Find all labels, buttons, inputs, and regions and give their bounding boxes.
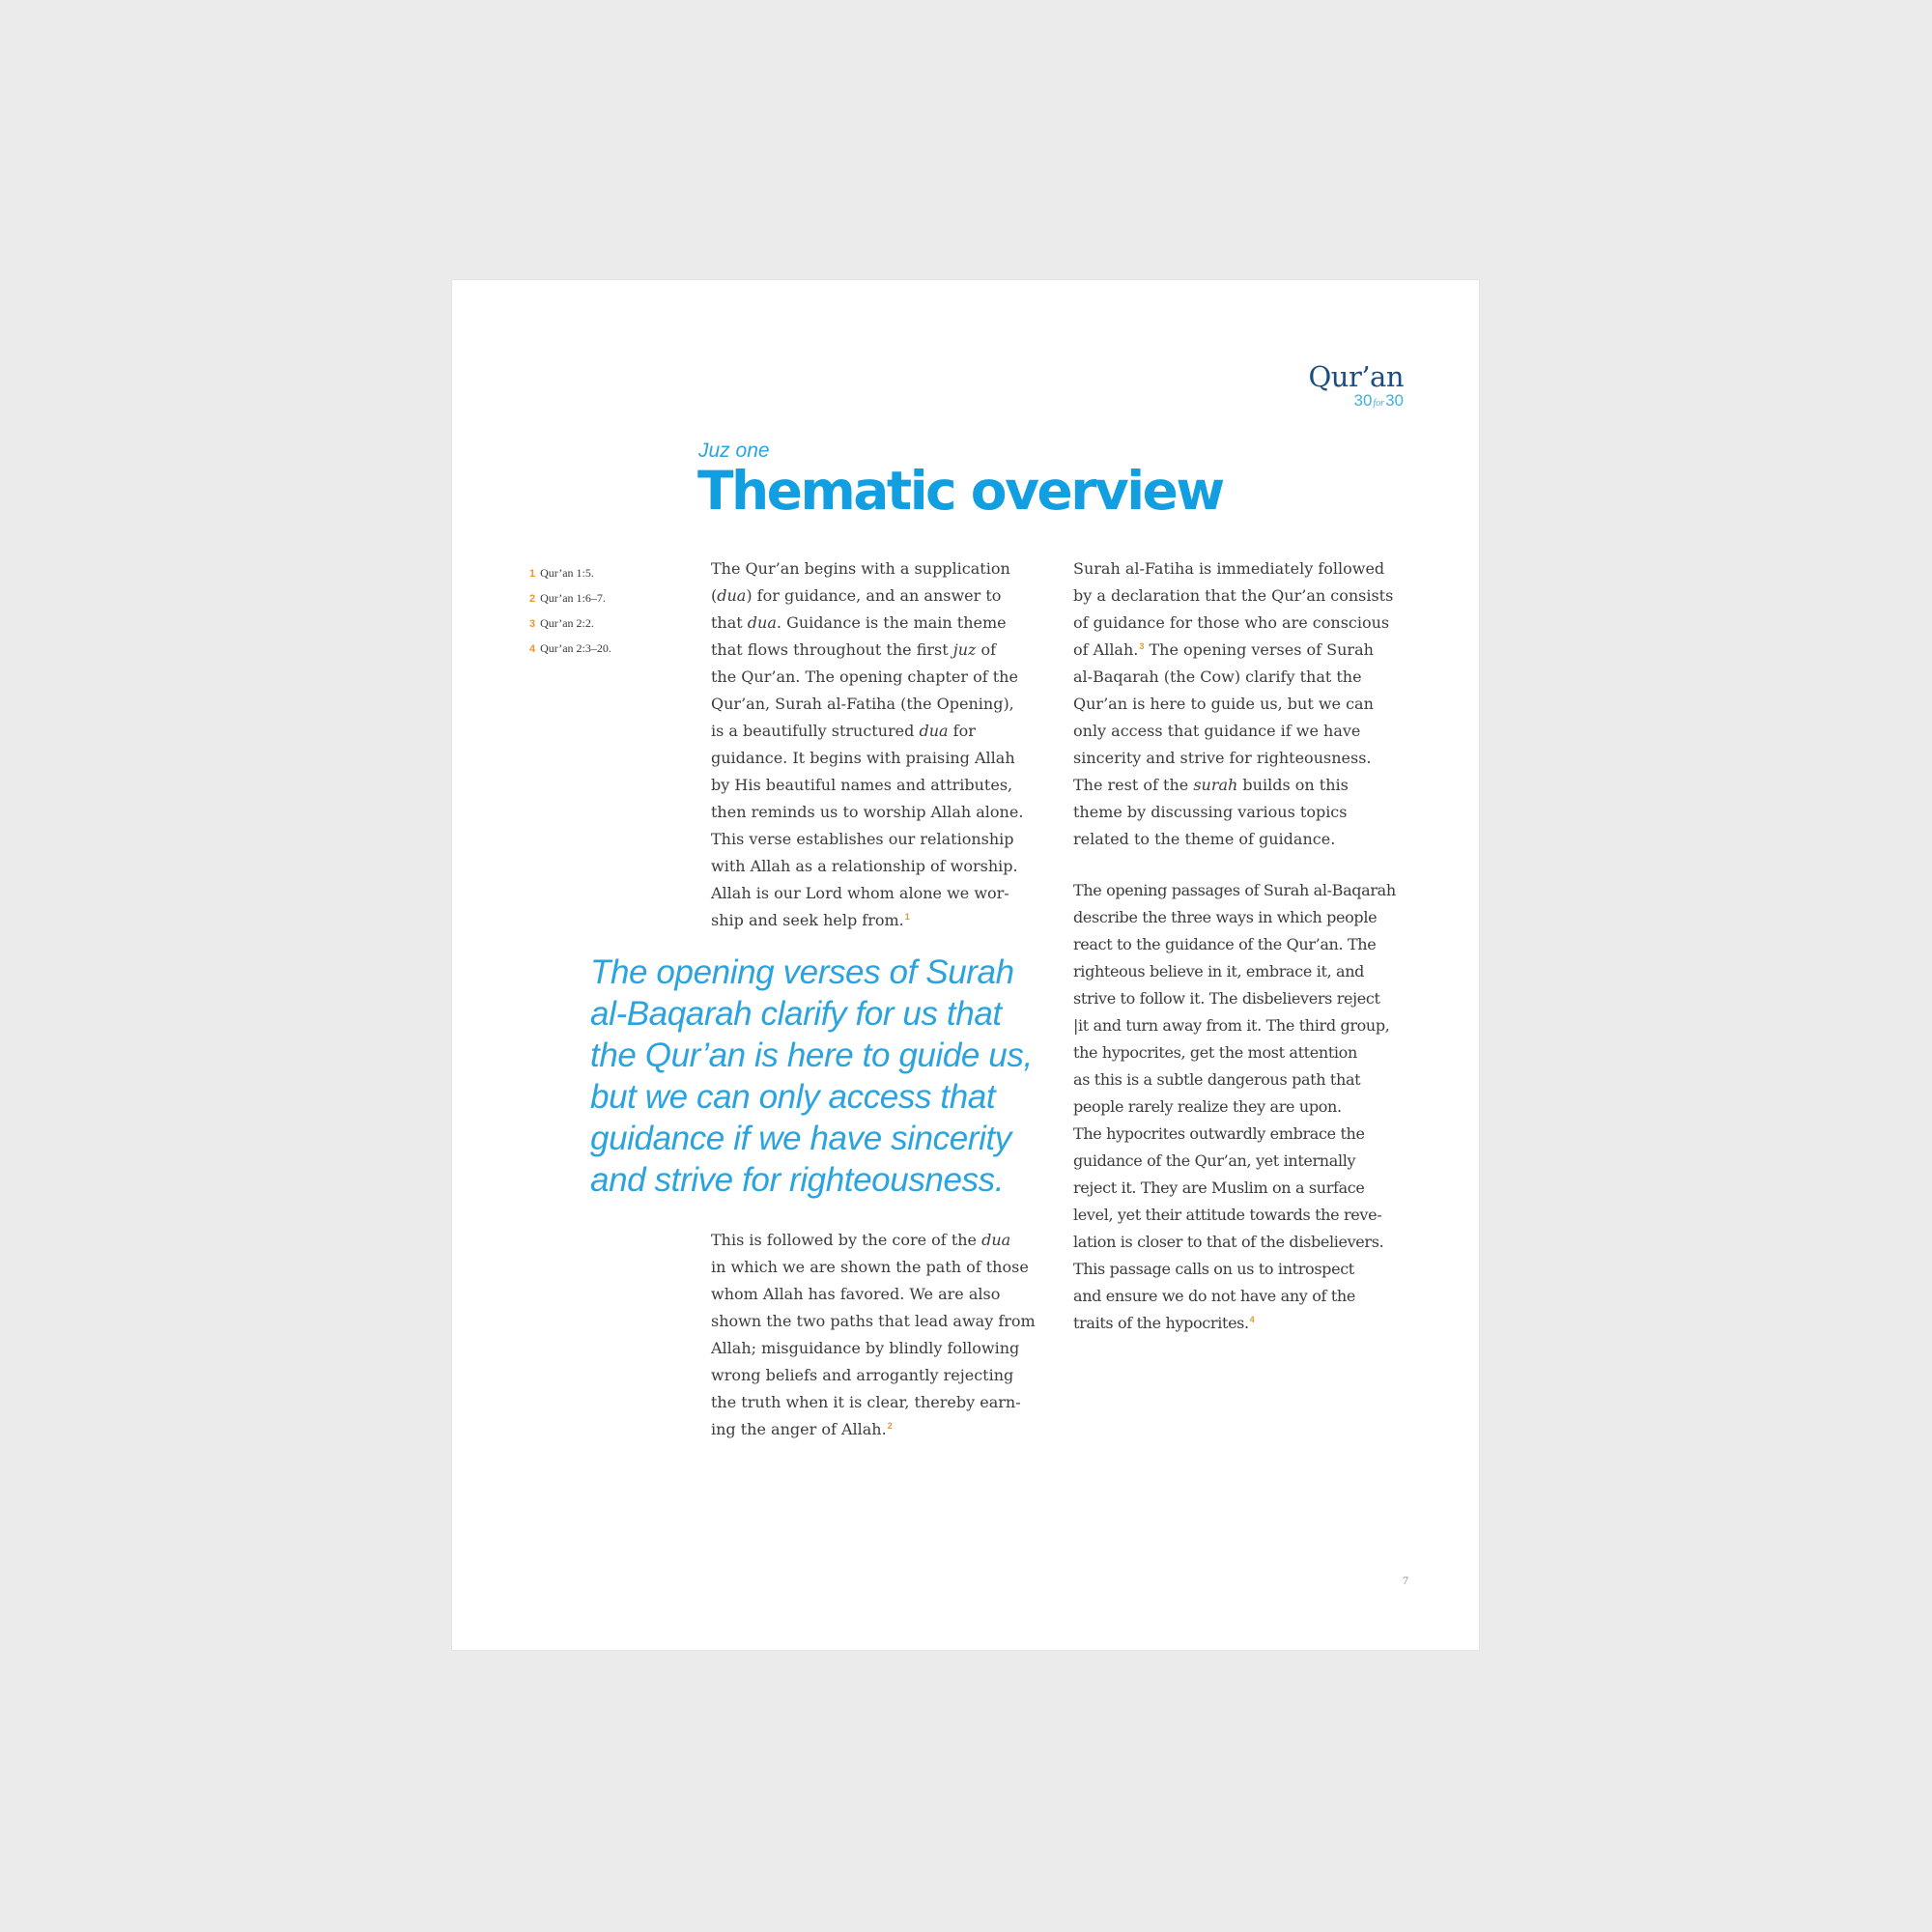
text-line: of guidance for those who are conscious [1073,613,1390,632]
footnote-number: 2 [529,593,536,605]
text-line: by His beautiful names and attributes, [711,776,1013,794]
text-line: guidance. It begins with praising Allah [711,749,1015,767]
page-number: 7 [1403,1574,1408,1587]
footnote-number: 1 [529,568,536,580]
text-line: sincerity and strive for righteousness. [1073,749,1372,767]
text-line: (dua) for guidance, and an answer to [711,586,1002,605]
text-line: as this is a subtle dangerous path that [1073,1070,1361,1089]
text-line: Allah is our Lord whom alone we wor- [711,884,1009,902]
footnote-item [529,615,611,640]
text-line: righteous believe in it, embrace it, and [1073,962,1365,980]
footnote-item [529,590,611,615]
text-line: by a declaration that the Qur’an consists [1073,586,1394,605]
text-line: Allah; misguidance by blindly following [711,1339,1020,1357]
footnote-ref: 1 [904,912,910,922]
footnote-ref: 3 [1139,641,1145,651]
footnote-number: 4 [529,643,536,655]
text-line: Qur’an, Surah al-Fatiha (the Opening), [711,695,1014,713]
logo-number-b: 30 [1385,391,1404,410]
body-paragraph-2 [711,1227,1049,1443]
footnote-ref: 4 [1249,1315,1255,1324]
footnote-text: Qur’an 1:5. [540,566,594,580]
footnote-text: Qur’an 1:6–7. [540,591,606,605]
footnote-item [529,640,611,666]
logo-number-a: 30 [1353,391,1373,410]
text-line: the truth when it is clear, thereby earn- [711,1393,1021,1411]
text-line: only access that guidance if we have [1073,722,1361,740]
footnote-item [529,565,611,590]
text-line: that dua. Guidance is the main theme [711,613,1007,632]
text-line: describe the three ways in which people [1073,908,1378,926]
text-line: the Qur’an. The opening chapter of the [711,668,1018,686]
text-line: shown the two paths that lead away from [711,1312,1036,1330]
text-line: This is followed by the core of the dua [711,1231,1011,1249]
text-line: wrong beliefs and arrogantly rejecting [711,1366,1014,1384]
text-line: whom Allah has favored. We are also [711,1285,1001,1303]
footnote-text: Qur’an 2:2. [540,616,594,630]
text-line: This verse establishes our relationship [711,830,1014,848]
text-line: the hypocrites, get the most attention [1073,1043,1357,1062]
footnotes [529,565,611,666]
text-line: is a beautifully structured dua for [711,722,976,740]
document-page [452,280,1479,1650]
footnote-ref: 2 [887,1421,893,1431]
body-paragraph-1 [711,555,1049,934]
logo-for: for [1373,398,1385,409]
text-line: react to the guidance of the Qur’an. The [1073,935,1377,953]
page-title: Thematic overview [697,460,1223,522]
footnote-text: Qur’an 2:3–20. [540,641,611,655]
text-line: al-Baqarah (the Cow) clarify that the [1073,668,1362,686]
text-line: The Qur’an begins with a supplication [711,559,1010,578]
footnote-number: 3 [529,618,536,630]
text-line: then reminds us to worship Allah alone. [711,803,1024,821]
text-line: and ensure we do not have any of the [1073,1287,1355,1305]
text-line: reject it. They are Muslim on a surface [1073,1179,1365,1197]
text-line: people rarely realize they are upon. [1073,1097,1342,1116]
body-paragraph-3 [1073,555,1411,853]
text-line: Surah al-Fatiha is immediately followed [1073,559,1385,578]
text-line: The opening passages of Surah al-Baqarah [1073,881,1396,899]
text-line: that flows throughout the first juz of [711,640,997,659]
text-line: theme by discussing various topics [1073,803,1348,821]
text-line: in which we are shown the path of those [711,1258,1029,1276]
text-line: traits of the hypocrites.$^4$ [1073,1314,1255,1332]
pull-quote: The opening verses of Surah al-Baqarah clarify for us that the Qur’an is here to guide us, but we can only access that guidance if we have sincerity and strive for righteousness. [590,953,1033,1199]
text-line: The hypocrites outwardly embrace the [1073,1124,1365,1143]
logo-subtitle [1309,392,1405,409]
text-line: with Allah as a relationship of worship. [711,857,1018,875]
text-line: lation is closer to that of the disbelievers. [1073,1233,1384,1251]
text-line: This passage calls on us to introspect [1073,1260,1354,1278]
text-line: guidance of the Qur’an, yet internally [1073,1151,1356,1170]
text-line: strive to follow it. The disbelievers reject [1073,989,1380,1008]
text-line: Qur’an is here to guide us, but we can [1073,695,1374,713]
text-line: |it and turn away from it. The third group, [1073,1016,1390,1035]
logo-title: Qur’an [1308,360,1404,393]
text-line: of Allah.$^3$ The opening verses of Surah [1073,640,1374,659]
text-line: related to the theme of guidance. [1073,830,1336,848]
text-line: ing the anger of Allah.$^2$ [711,1420,893,1438]
text-line: ship and seek help from.$^1$ [711,911,910,929]
text-line: The rest of the surah builds on this [1073,776,1349,794]
body-paragraph-4 [1073,877,1411,1337]
brand-logo [1308,360,1405,410]
text-line: level, yet their attitude towards the reve- [1073,1206,1382,1224]
section-kicker: Juz one [698,440,770,462]
